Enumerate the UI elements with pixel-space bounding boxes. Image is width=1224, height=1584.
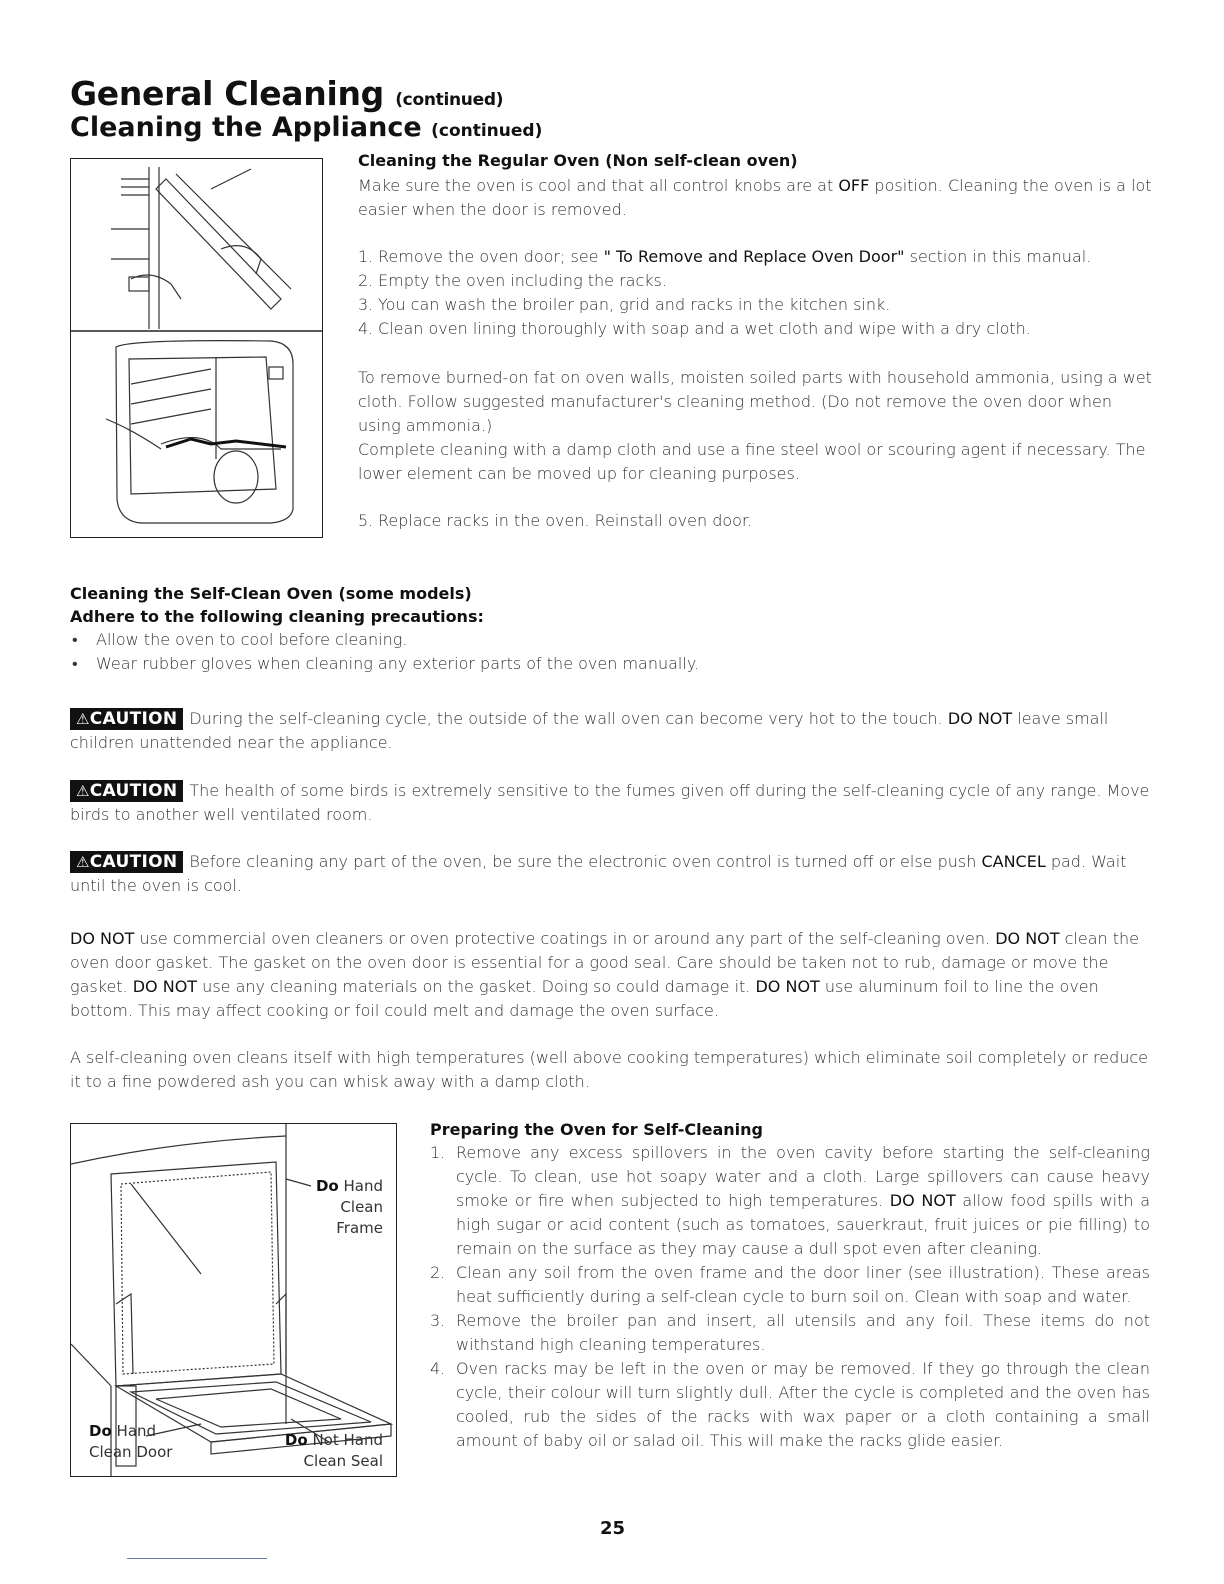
do-not-keyword: DO NOT xyxy=(995,929,1060,948)
list-item xyxy=(70,628,1070,652)
step-number: 1. xyxy=(358,247,374,266)
step-number: 3. xyxy=(430,1311,446,1330)
label-text: Clean xyxy=(340,1198,383,1216)
list-item xyxy=(358,509,1152,533)
step-number: 2. xyxy=(430,1263,446,1282)
label-text: Clean Door xyxy=(89,1443,173,1461)
bullet-icon: • xyxy=(72,630,78,649)
caution-birds xyxy=(70,779,1152,827)
regular-oven-steps xyxy=(358,245,1152,341)
step-number: 4. xyxy=(430,1359,446,1378)
paragraph-text: use any cleaning materials on the gasket. Doing so could damage it. xyxy=(202,977,751,996)
regular-oven-intro xyxy=(358,174,1152,222)
complete-cleaning-paragraph: Complete cleaning with a damp cloth and use a fine steel wool or scouring agent if necessary. The lower element can be moved up for cleaning purposes. xyxy=(358,440,1146,483)
caution-text: pad. Wait until the oven is cool. xyxy=(70,852,1127,895)
caution-label: CAUTION xyxy=(89,709,178,729)
list-item xyxy=(430,1261,1150,1309)
caution-text: Before cleaning any part of the oven, be sure the electronic oven control is turned off or else push xyxy=(189,852,977,871)
caution-hot-exterior xyxy=(70,707,1152,755)
paragraph-text: clean the oven door gasket. The gasket on the oven door is essential for a good seal. Care should be taken not to rub, damage or move the gasket. xyxy=(70,929,1139,996)
oven-door-removal-figure xyxy=(70,158,323,538)
caution-badge xyxy=(70,708,183,730)
step-number: 3. xyxy=(358,295,374,314)
door-label xyxy=(89,1421,172,1463)
door-section-reference: " To Remove and Replace Oven Door" xyxy=(603,247,905,266)
warning-icon: ⚠ xyxy=(76,782,90,800)
paragraph-text: use aluminum foil to line the oven bottom. This may affect cooking or foil could melt and damage the oven surface. xyxy=(70,977,1099,1020)
step-text: Remove any excess spillovers in the oven cavity before starting the self-cleaning cycle. To clean, use hot soapy water and a cloth. Large spillovers can cause heavy smoke or fire when subjected to high temperatures. xyxy=(456,1143,1150,1210)
do-keyword: Do xyxy=(284,1431,308,1449)
seal-label xyxy=(271,1430,383,1472)
step-text: You can wash the broiler pan, grid and racks in the kitchen sink. xyxy=(378,295,891,314)
step-text: Clean oven lining thoroughly with soap and a wet cloth and wipe with a dry cloth. xyxy=(378,319,1031,338)
step-number: 5. xyxy=(358,511,374,530)
do-keyword: Do xyxy=(315,1177,339,1195)
section-title-text: Cleaning the Appliance xyxy=(70,112,422,143)
section-title-suffix: (continued) xyxy=(431,121,543,141)
page-title-text: General Cleaning xyxy=(70,74,384,113)
caution-text: The health of some birds is extremely sensitive to the fumes given off during the self-cleaning cycle of any range. Move birds to another well ventilated room. xyxy=(70,781,1150,824)
label-text: Hand xyxy=(116,1422,157,1440)
self-clean-description: A self-cleaning oven cleans itself with high temperatures (well above cooking temperatures) which eliminate soil completely or reduce it to a fine powdered ash you can whisk away with a damp cloth. xyxy=(70,1048,1148,1091)
caution-label: CAUTION xyxy=(89,781,178,801)
step-text: allow food spills with a high sugar or acid content (such as tomatoes, sauerkraut, fruit juices or pie filling) to remain on the surface as they may cause a dull spot even after cleaning. xyxy=(456,1191,1150,1258)
step-number: 2. xyxy=(358,271,374,290)
list-item xyxy=(358,293,1152,317)
oven-illustration-icon xyxy=(71,159,322,537)
caution-text: leave small children unattended near the appliance. xyxy=(70,709,1109,752)
page-title-suffix: (continued) xyxy=(395,90,504,110)
page-title xyxy=(70,74,503,113)
step-text: Oven racks may be left in the oven or may be removed. If they go through the clean cycle, their colour will turn slightly dull. After the cycle is completed and the oven has cooled, rub the sides of the racks with wax paper or a cloth containing a small amount of baby oil or salad oil. This will make the racks glide easier. xyxy=(456,1359,1150,1450)
caution-text: During the self-cleaning cycle, the outside of the wall oven can become very hot to the touch. xyxy=(189,709,943,728)
page-number: 25 xyxy=(600,1518,626,1539)
bullet-text: Wear rubber gloves when cleaning any exterior parts of the oven manually. xyxy=(96,654,700,673)
off-keyword: OFF xyxy=(838,176,870,195)
step-text: Empty the oven including the racks. xyxy=(378,271,667,290)
step-number: 1. xyxy=(430,1143,446,1162)
list-item xyxy=(358,245,1152,269)
preparing-steps xyxy=(430,1141,1150,1453)
precautions-list xyxy=(70,628,1070,676)
intro-text-1: Make sure the oven is cool and that all control knobs are at xyxy=(358,176,834,195)
oven-cleaning-areas-figure xyxy=(70,1123,397,1477)
step-text: Remove the oven door; see xyxy=(378,247,599,266)
step-number: 4. xyxy=(358,319,374,338)
do-not-keyword: DO NOT xyxy=(70,929,135,948)
label-text: Hand xyxy=(343,1177,383,1195)
list-item xyxy=(358,269,1152,293)
caution-badge xyxy=(70,851,183,873)
precautions-title: Adhere to the following cleaning precautions: xyxy=(70,607,484,626)
do-not-keyword: DO NOT xyxy=(132,977,198,996)
do-not-keyword: DO NOT xyxy=(947,709,1013,728)
intro-text-2: position. Cleaning the oven is a lot easier when the door is removed. xyxy=(358,176,1152,219)
step-text: section in this manual. xyxy=(909,247,1092,266)
step-text: Replace racks in the oven. Reinstall oven door. xyxy=(378,511,753,530)
warning-icon: ⚠ xyxy=(76,853,90,871)
list-item xyxy=(430,1309,1150,1357)
step-text: Remove the broiler pan and insert, all utensils and any foil. These items do not withstand high cleaning temperatures. xyxy=(456,1311,1150,1354)
footer-divider xyxy=(127,1558,267,1559)
ammonia-paragraph: To remove burned-on fat on oven walls, moisten soiled parts with household ammonia, using a wet cloth. Follow suggested manufacturer's cleaning method. (Do not remove the oven door when using ammonia.) xyxy=(358,368,1152,435)
frame-label xyxy=(313,1176,383,1239)
caution-label: CAUTION xyxy=(89,852,178,872)
list-item xyxy=(430,1357,1150,1453)
warning-icon: ⚠ xyxy=(76,710,90,728)
paragraph-text: use commercial oven cleaners or oven protective coatings in or around any part of the self-cleaning oven. xyxy=(139,929,991,948)
caution-control-off xyxy=(70,850,1152,898)
regular-oven-title: Cleaning the Regular Oven (Non self-clean oven) xyxy=(358,151,798,170)
do-not-keyword: DO NOT xyxy=(755,977,820,996)
do-keyword: Do xyxy=(89,1422,112,1440)
do-not-paragraph xyxy=(70,927,1152,1023)
label-text: Not Hand xyxy=(312,1431,383,1449)
caution-badge xyxy=(70,780,183,802)
self-clean-title: Cleaning the Self-Clean Oven (some models) xyxy=(70,584,472,603)
list-item xyxy=(70,652,1070,676)
bullet-icon: • xyxy=(72,654,78,673)
bullet-text: Allow the oven to cool before cleaning. xyxy=(96,630,408,649)
preparing-title: Preparing the Oven for Self-Cleaning xyxy=(430,1120,763,1139)
label-text: Frame xyxy=(336,1219,383,1237)
cancel-keyword: CANCEL xyxy=(981,852,1046,871)
label-text: Clean Seal xyxy=(303,1452,383,1470)
do-not-keyword: DO NOT xyxy=(889,1191,956,1210)
regular-oven-step-5 xyxy=(358,509,1152,533)
section-title xyxy=(70,112,542,143)
list-item xyxy=(430,1141,1150,1261)
list-item xyxy=(358,317,1152,341)
step-text: Clean any soil from the oven frame and the door liner (see illustration). These areas heat sufficiently during a self-clean cycle to burn soil on. Clean with soap and water. xyxy=(456,1263,1150,1306)
